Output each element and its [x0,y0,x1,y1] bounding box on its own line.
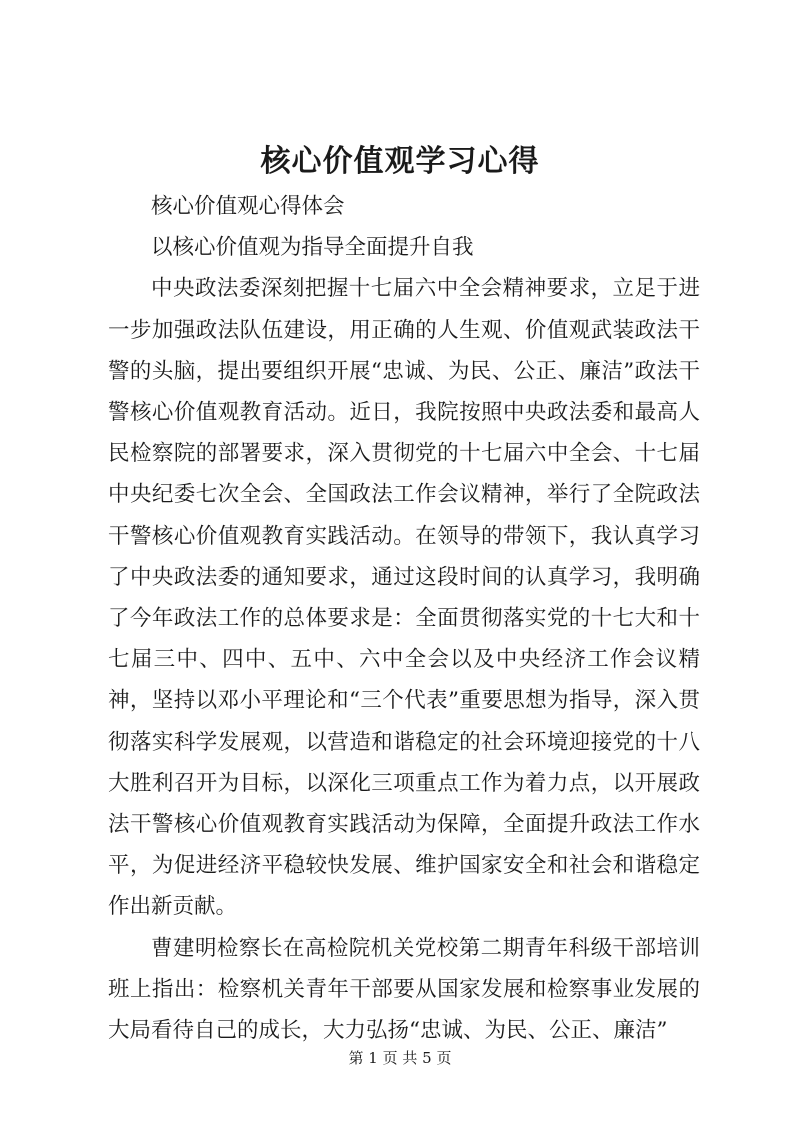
document-body [108,186,700,1051]
page-number-footer: 第 1 页 共 5 页 [348,1049,452,1067]
subtitle-paragraph: 核心价值观心得体会 [151,194,345,219]
body-paragraph: 曹建明检察长在高检院机关党校第二期青年科级干部培训班上指出：检察机关青年干部要从国家发展和检察事业发展的大局看待自己的成长，大力弘扬“忠诚、为民、公正、廉洁” [108,935,700,1044]
body-paragraph: 中央政法委深刻把握十七届六中全会精神要求，立足于进一步加强政法队伍建设，用正确的人生观、价值观武装政法干警的头脑，提出要组织开展“忠诚、为民、公正、廉洁”政法干警核心价值观教育活动。近日，我院按照中央政法委和最高人民检察院的部署要求，深入贯彻党的十七届六中全会、十七届中央纪委七次全会、全国政法工作会议精神，举行了全院政法干警核心价值观教育实践活动。在领导的带领下，我认真学习了中央政法委的通知要求，通过这段时间的认真学习，我明确了今年政法工作的总体要求是：全面贯彻落实党的十七大和十七届三中、四中、五中、六中全会以及中央经济工作会议精神，坚持以邓小平理论和“三个代表”重要思想为指导，深入贯彻落实科学发展观，以营造和谐稳定的社会环境迎接党的十八大胜利召开为目标，以深化三项重点工作为着力点，以开展政法干警核心价值观教育实践活动为保障，全面提升政法工作水平，为促进经济平稳较快发展、维护国家安全和社会和谐稳定作出新贡献。 [108,276,700,920]
heading-paragraph: 以核心价值观为指导全面提升自我 [151,235,474,261]
document-title: 核心价值观学习心得 [260,144,540,179]
